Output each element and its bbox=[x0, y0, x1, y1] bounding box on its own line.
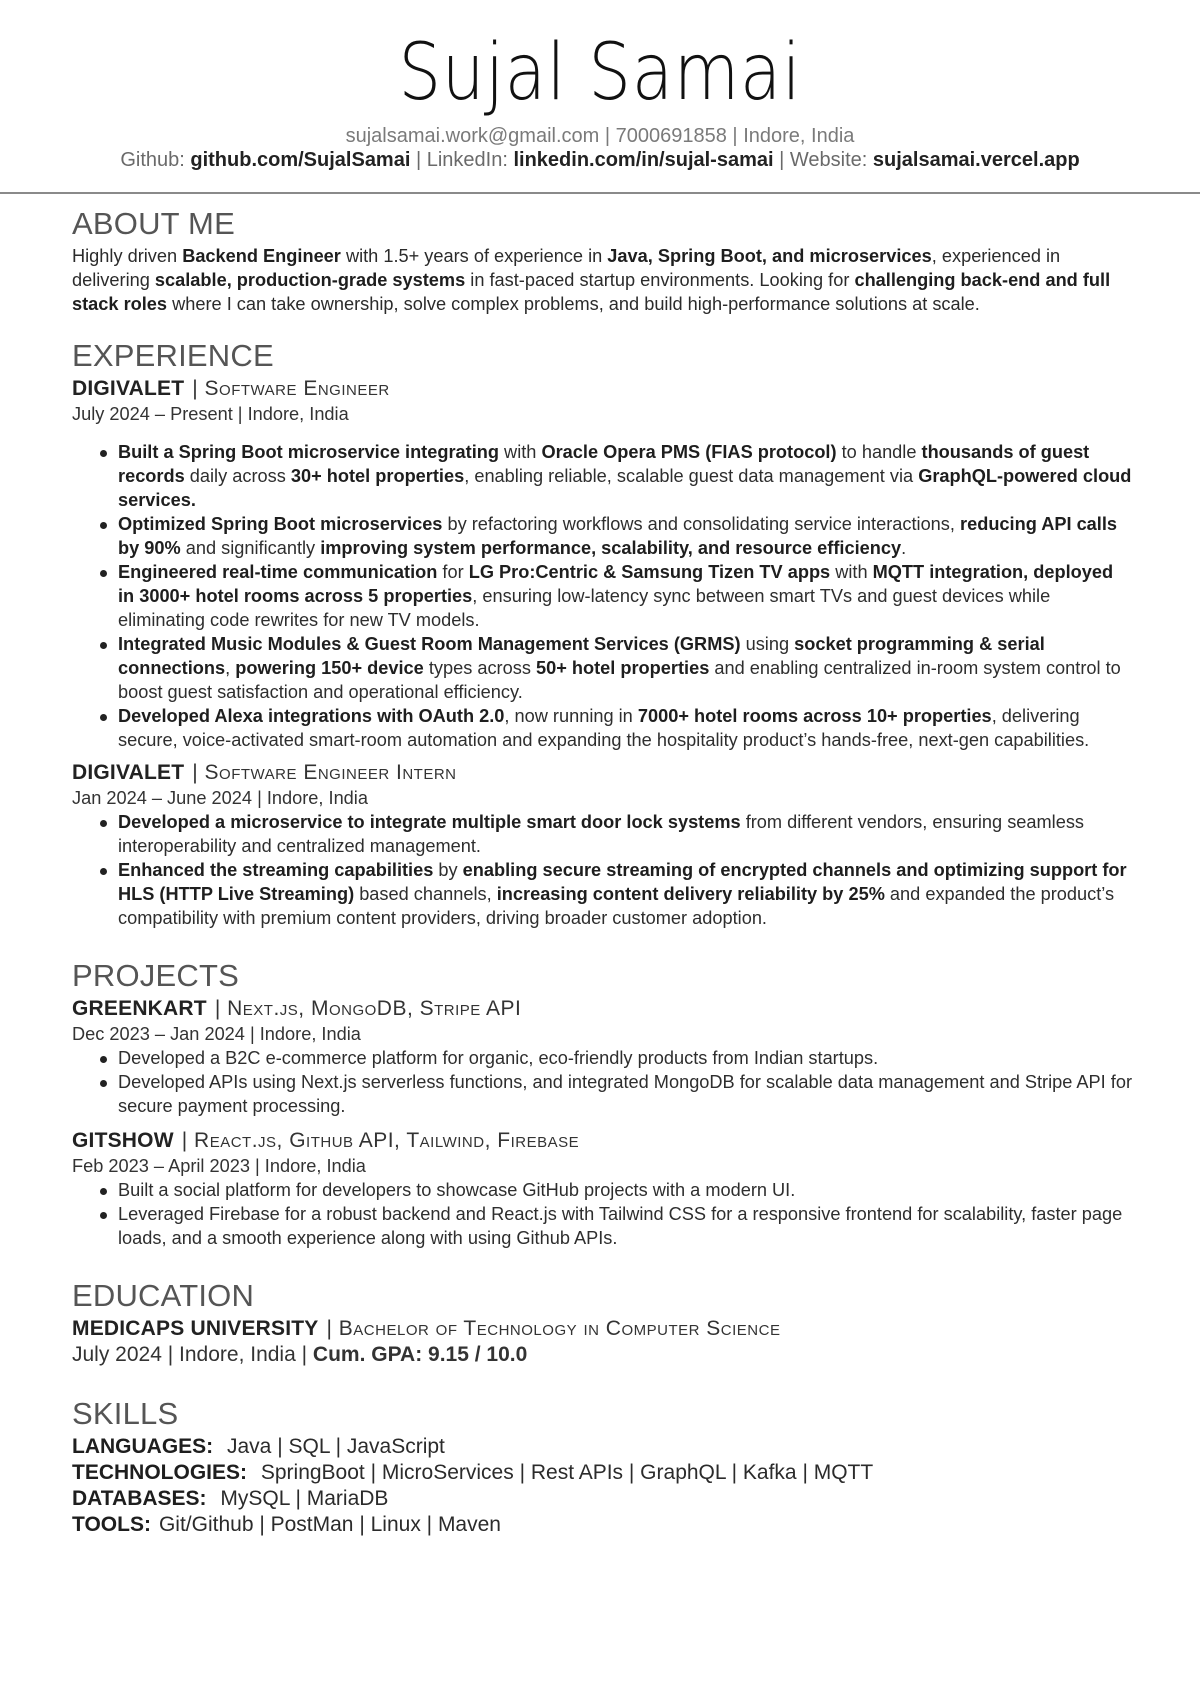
body-text: , bbox=[225, 658, 236, 678]
emphasis-text: Integrated Music Modules & Guest Room Management Services (GRMS) bbox=[118, 634, 741, 654]
website-link[interactable]: sujalsamai.vercel.app bbox=[872, 149, 1080, 171]
candidate-name: Sujal Samai bbox=[398, 28, 802, 118]
bullet-item bbox=[98, 1202, 1132, 1250]
skill-label: TECHNOLOGIES: bbox=[72, 1461, 248, 1484]
emphasis-text: improving system performance, scalability, and resource efficiency bbox=[320, 538, 902, 558]
bullet-list bbox=[98, 1046, 1132, 1118]
entry-header bbox=[72, 996, 1132, 1022]
emphasis-text: Enhanced the streaming capabilities bbox=[118, 860, 434, 880]
bullet-item bbox=[98, 704, 1132, 752]
gpa: Cum. GPA: 9.15 / 10.0 bbox=[312, 1343, 528, 1366]
emphasis-text: enabling secure streaming of encrypted channels and optimizing support for HLS (HTTP Live Streaming) bbox=[118, 860, 1127, 904]
job-title: | Software Engineer Intern bbox=[192, 761, 457, 784]
emphasis-text: MQTT integration, deployed in 3000+ hotel rooms across 5 properties bbox=[118, 562, 1114, 606]
body-text: , ensuring low-latency sync between smart TVs and guest devices while eliminating code rewrites for new TV models. bbox=[118, 586, 1051, 630]
bullet-item bbox=[98, 858, 1132, 930]
contact-line bbox=[0, 125, 1200, 148]
body-text: Developed APIs using Next.js serverless functions, and integrated MongoDB for scalable data management and Stripe API for secure payment processing. bbox=[118, 1072, 1133, 1116]
skills-section bbox=[72, 1396, 1132, 1538]
phone-number: 7000691858 bbox=[615, 125, 727, 147]
university-name: MEDICAPS UNIVERSITY bbox=[72, 1317, 319, 1340]
skill-values: Java | SQL | JavaScript bbox=[221, 1435, 445, 1458]
experience-section bbox=[72, 338, 1132, 930]
body-text: , now running in bbox=[504, 706, 638, 726]
graduation-date: July 2024 | Indore, India | bbox=[72, 1343, 313, 1366]
experience-entry bbox=[72, 760, 1132, 930]
entry-header bbox=[72, 1316, 1132, 1342]
body-text: by bbox=[433, 860, 463, 880]
body-text: for bbox=[437, 562, 469, 582]
job-title: | Software Engineer bbox=[192, 377, 390, 400]
bullet-item bbox=[98, 440, 1132, 512]
github-link[interactable]: github.com/SujalSamai bbox=[190, 149, 411, 171]
skill-values: Git/Github | PostMan | Linux | Maven bbox=[158, 1513, 501, 1536]
emphasis-text: LG Pro:Centric & Samsung Tizen TV apps bbox=[468, 562, 831, 582]
links-line bbox=[0, 149, 1200, 172]
linkedin-link[interactable]: linkedin.com/in/sujal-samai bbox=[513, 149, 774, 171]
body-text: to handle bbox=[836, 442, 922, 462]
location: Indore, India bbox=[743, 125, 855, 147]
project-stack: | Next.js, MongoDB, Stripe API bbox=[214, 997, 522, 1020]
body-text: . bbox=[901, 538, 907, 558]
emphasis-text: socket programming & serial connections bbox=[118, 634, 1045, 678]
company-name: DIGIVALET bbox=[72, 761, 185, 784]
body-text: in fast-paced startup environments. Looking for bbox=[465, 270, 855, 290]
about-section bbox=[72, 206, 1132, 316]
project-name: GREENKART bbox=[72, 997, 207, 1020]
emphasis-text: Optimized Spring Boot microservices bbox=[118, 514, 443, 534]
emphasis-text: scalable, production-grade systems bbox=[154, 270, 466, 290]
skill-values: SpringBoot | MicroServices | Rest APIs | GraphQL | Kafka | MQTT bbox=[255, 1461, 874, 1484]
body-text: with 1.5+ years of experience in bbox=[340, 246, 608, 266]
section-title-projects: PROJECTS bbox=[72, 958, 239, 993]
separator: | bbox=[779, 149, 785, 171]
body-text: and enabling centralized in-room system control to boost guest satisfaction and operational efficiency. bbox=[118, 658, 1121, 702]
separator: | bbox=[415, 149, 422, 171]
about-paragraph bbox=[72, 244, 1132, 316]
company-name: DIGIVALET bbox=[72, 377, 185, 400]
emphasis-text: 7000+ hotel rooms across 10+ properties bbox=[637, 706, 992, 726]
body-text: daily across bbox=[184, 466, 291, 486]
projects-section bbox=[72, 958, 1132, 1250]
project-stack: | React.js, Github API, Tailwind, Firebase bbox=[181, 1129, 580, 1152]
body-text: , enabling reliable, scalable guest data management via bbox=[464, 466, 919, 486]
bullet-item bbox=[98, 810, 1132, 858]
github-label: Github: bbox=[120, 149, 185, 171]
body-text: , experienced in delivering bbox=[72, 246, 1061, 290]
body-text: Developed a B2C e-commerce platform for organic, eco-friendly products from Indian startups. bbox=[118, 1048, 879, 1068]
emphasis-text: challenging back-end and full stack roles bbox=[72, 270, 1111, 314]
project-name: GITSHOW bbox=[72, 1129, 174, 1152]
bullet-item bbox=[98, 632, 1132, 704]
skill-values: MySQL | MariaDB bbox=[214, 1487, 389, 1510]
entry-date-location: Jan 2024 – June 2024 | Indore, India bbox=[72, 788, 368, 808]
section-title-skills: SKILLS bbox=[72, 1396, 179, 1431]
entry-date-location: Feb 2023 – April 2023 | Indore, India bbox=[72, 1156, 366, 1176]
skill-label: DATABASES: bbox=[72, 1487, 207, 1510]
entry-date-location: July 2024 – Present | Indore, India bbox=[72, 404, 349, 424]
emphasis-text: thousands of guest records bbox=[118, 442, 1090, 486]
emphasis-text: Backend Engineer bbox=[182, 246, 341, 266]
emphasis-text: 30+ hotel properties bbox=[290, 466, 465, 486]
skill-row-technologies bbox=[72, 1460, 1132, 1486]
skill-row-tools bbox=[72, 1512, 1132, 1538]
experience-entry bbox=[72, 376, 1132, 752]
project-entry bbox=[72, 996, 1132, 1118]
body-text: types across bbox=[423, 658, 536, 678]
emphasis-text: powering 150+ device bbox=[235, 658, 424, 678]
section-title-experience: EXPERIENCE bbox=[72, 338, 274, 373]
emphasis-text: Developed a microservice to integrate multiple smart door lock systems bbox=[118, 812, 741, 832]
skill-label: TOOLS: bbox=[72, 1513, 151, 1536]
header-divider bbox=[0, 192, 1200, 194]
entry-header bbox=[72, 376, 1132, 402]
project-entry bbox=[72, 1128, 1132, 1250]
emphasis-text: reducing API calls by 90% bbox=[118, 514, 1118, 558]
section-title-about: ABOUT ME bbox=[72, 206, 235, 241]
skill-label: LANGUAGES: bbox=[72, 1435, 214, 1458]
entry-date-location: Dec 2023 – Jan 2024 | Indore, India bbox=[72, 1024, 361, 1044]
body-text: with bbox=[499, 442, 542, 462]
body-text: from different vendors, ensuring seamless interoperability and centralized management. bbox=[118, 812, 1085, 856]
body-text: where I can take ownership, solve complex problems, and build high-performance solutions at scale. bbox=[167, 294, 980, 314]
bullet-item bbox=[98, 1046, 1132, 1070]
separator: | bbox=[604, 125, 611, 147]
bullet-item bbox=[98, 1070, 1132, 1118]
section-title-education: EDUCATION bbox=[72, 1278, 255, 1313]
bullet-list bbox=[98, 810, 1132, 930]
education-section bbox=[72, 1278, 1132, 1368]
body-text: Leveraged Firebase for a robust backend and React.js with Tailwind CSS for a responsive frontend for scalability, faster page loads, and a smooth experience along with using Github APIs. bbox=[118, 1204, 1123, 1248]
body-text: by refactoring workflows and consolidating service interactions, bbox=[442, 514, 961, 534]
emphasis-text: Java, Spring Boot, and microservices bbox=[607, 246, 932, 266]
body-text: Highly driven bbox=[72, 246, 183, 266]
emphasis-text: Developed Alexa integrations with OAuth 2.0 bbox=[118, 706, 505, 726]
emphasis-text: Engineered real-time communication bbox=[118, 562, 438, 582]
bullet-item bbox=[98, 512, 1132, 560]
body-text: and expanded the product’s compatibility with premium content providers, driving broader customer adoption. bbox=[118, 884, 1115, 928]
skill-row-languages bbox=[72, 1434, 1132, 1460]
bullet-item bbox=[98, 1178, 1132, 1202]
emphasis-text: Oracle Opera PMS (FIAS protocol) bbox=[541, 442, 837, 462]
email-link[interactable]: sujalsamai.work@gmail.com bbox=[345, 125, 600, 147]
resume-body bbox=[72, 200, 1132, 1538]
body-text: , delivering secure, voice-activated smart-room automation and expanding the hospitality product’s hands-free, next-gen capabilities. bbox=[118, 706, 1090, 750]
website-label: Website: bbox=[789, 149, 868, 171]
body-text: based channels, bbox=[354, 884, 497, 904]
bullet-list bbox=[98, 440, 1132, 752]
emphasis-text: GraphQL-powered cloud services. bbox=[118, 466, 1132, 510]
entry-header bbox=[72, 760, 1132, 786]
education-date-location bbox=[72, 1342, 1132, 1368]
body-text: using bbox=[740, 634, 795, 654]
body-text: with bbox=[830, 562, 873, 582]
emphasis-text: increasing content delivery reliability by 25% bbox=[496, 884, 885, 904]
emphasis-text: Built a Spring Boot microservice integrating bbox=[118, 442, 499, 462]
degree: | Bachelor of Technology in Computer Science bbox=[326, 1317, 781, 1340]
separator: | bbox=[732, 125, 738, 147]
bullet-item bbox=[98, 560, 1132, 632]
entry-header bbox=[72, 1128, 1132, 1154]
body-text: and significantly bbox=[180, 538, 321, 558]
bullet-list bbox=[98, 1178, 1132, 1250]
linkedin-label: LinkedIn: bbox=[426, 149, 508, 171]
emphasis-text: 50+ hotel properties bbox=[535, 658, 710, 678]
body-text: Built a social platform for developers to showcase GitHub projects with a modern UI. bbox=[118, 1180, 796, 1200]
skill-row-databases bbox=[72, 1486, 1132, 1512]
